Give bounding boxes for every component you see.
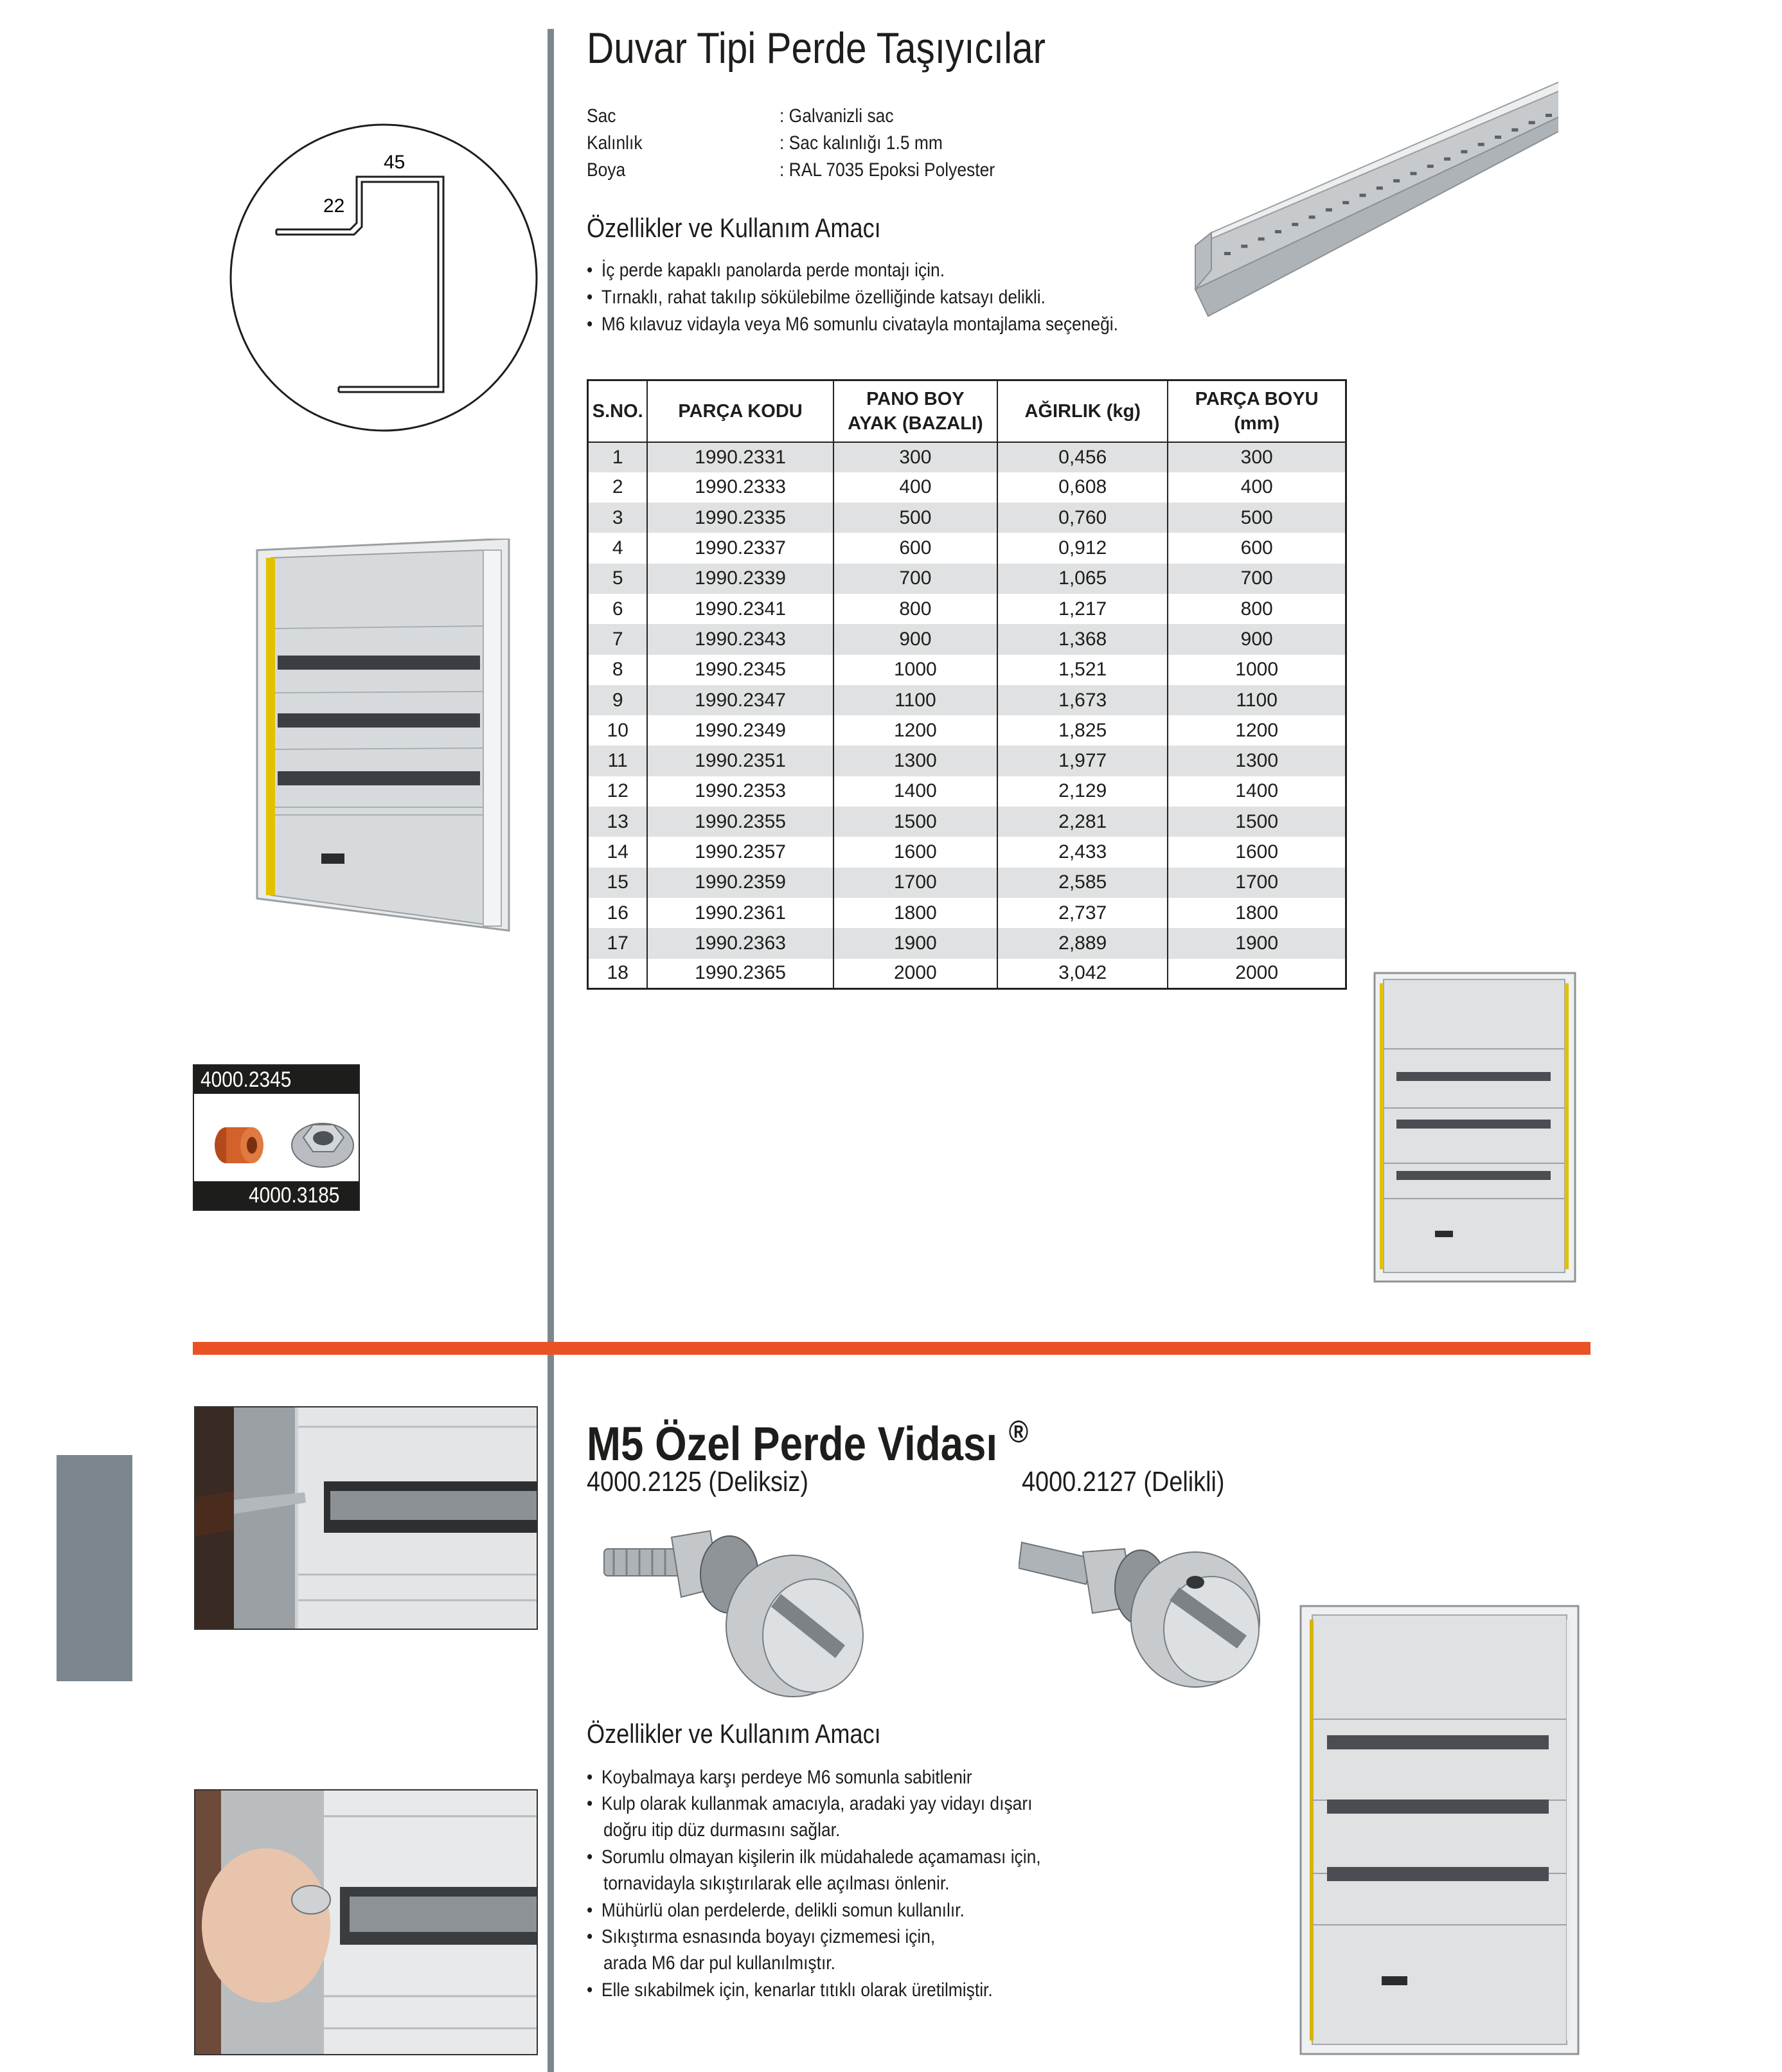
list-item-text: Kulp olarak kullanmak amacıyla, aradaki yay vidayı dışarı [601, 1793, 1033, 1814]
col-header [1168, 380, 1346, 442]
list-item-text: arada M6 dar pul kullanılmıştır. [603, 1952, 835, 1974]
feature-list [587, 257, 1204, 341]
profile-section-diagram [228, 122, 540, 434]
table-cell: 1990.2331 [647, 442, 833, 472]
list-item-text: Koybalmaya karşı perdeye M6 somunla sabitlenir [601, 1767, 972, 1788]
col-header-text: AĞIRLIK (kg) [1024, 400, 1141, 422]
spec-value: : RAL 7035 Epoksi Polyester [780, 159, 995, 181]
rail-hole [1511, 129, 1518, 132]
table-cell: 1990.2365 [647, 959, 833, 989]
product-table [587, 379, 1347, 990]
list-item-text: tornavidayla sıkıştırılarak elle açılması önlenir. [603, 1873, 950, 1894]
rail-hole [1529, 121, 1535, 124]
table-row [588, 564, 1346, 594]
table-cell: 800 [1168, 594, 1346, 624]
table-cell: 1990.2357 [647, 837, 833, 867]
table-cell: 1500 [833, 807, 997, 837]
table-cell: 1,673 [997, 685, 1168, 715]
table-cell: 6 [588, 594, 648, 624]
table-cell: 1400 [1168, 776, 1346, 807]
list-item-text: doğru itip düz durmasını sağlar. [603, 1819, 841, 1841]
table-cell: 7 [588, 624, 648, 654]
table-cell: 300 [1168, 442, 1346, 472]
table-cell: 1000 [1168, 655, 1346, 685]
rail-hole [1309, 215, 1315, 219]
accessory-code-top [194, 1066, 359, 1094]
list-item-text: Mühürlü olan perdelerde, delikli somun kullanılır. [601, 1900, 965, 1921]
table-cell: 1990.2343 [647, 624, 833, 654]
code-label: 4000.3185 [249, 1183, 340, 1208]
table-cell: 1300 [1168, 746, 1346, 776]
table-cell: 1200 [833, 715, 997, 746]
rail-hole [1377, 186, 1383, 190]
table-cell: 1100 [1168, 685, 1346, 715]
table-cell: 2 [588, 472, 648, 503]
table-cell: 9 [588, 685, 648, 715]
table-cell: 0,912 [997, 533, 1168, 563]
rail-hole [1292, 223, 1298, 226]
table-cell: 1990.2363 [647, 928, 833, 958]
table-cell: 2,129 [997, 776, 1168, 807]
table-cell: 0,456 [997, 442, 1168, 472]
table-cell: 1,521 [997, 655, 1168, 685]
rail-hole [1495, 136, 1501, 139]
list-item: • İç perde kapaklı panolarda perde montajı için. [587, 260, 945, 281]
table-cell: 1990.2353 [647, 776, 833, 807]
table-cell: 17 [588, 928, 648, 958]
table-cell: 300 [833, 442, 997, 472]
rail-hole [1410, 172, 1416, 175]
section1-title: Duvar Tipi Perde Taşıyıcılar [587, 24, 1046, 73]
list-item: • Tırnaklı, rahat takılıp sökülebilme özelliğinde katsayı delikli. [587, 287, 1046, 308]
dim-width-label: 45 [384, 152, 405, 173]
list-item: • Sıkıştırma esnasında boyayı çizmemesi için, [587, 1926, 936, 1947]
list-item: • Sorumlu olmayan kişilerin ilk müdahalede açamaması için, [587, 1846, 1041, 1868]
table-cell: 1 [588, 442, 648, 472]
list-item: • Kulp olarak kullanmak amacıyla, aradaki yay vidayı dışarı [587, 1793, 1033, 1814]
rail-hole [1478, 143, 1484, 146]
copper-insert-icon [200, 1107, 271, 1177]
col-header [588, 380, 648, 442]
usage-photo-hand [194, 1789, 538, 2055]
variant-left-label: 4000.2125 (Deliksiz) [587, 1466, 808, 1497]
section2-title [587, 1404, 1028, 1473]
table-cell: 8 [588, 655, 648, 685]
screw-icon [1019, 1523, 1269, 1710]
side-tab [57, 1455, 132, 1681]
spec-key: Sac [587, 105, 616, 127]
table-row [588, 594, 1346, 624]
table-cell: 3 [588, 503, 648, 533]
usage-photo-screwdriver [194, 1406, 538, 1630]
rail-hole [1427, 165, 1434, 168]
list-item: • Elle sıkabilmek için, kenarlar tıtıklı olarak üretilmiştir. [587, 1979, 993, 2001]
table-cell: 1990.2351 [647, 746, 833, 776]
table-row [588, 442, 1346, 472]
rail-hole [1342, 201, 1349, 204]
table-cell: 1800 [1168, 898, 1346, 928]
table-row [588, 503, 1346, 533]
vertical-divider [548, 29, 554, 2072]
table-cell: 3,042 [997, 959, 1168, 989]
col-header-text: (mm) [1234, 413, 1280, 434]
table-cell: 15 [588, 868, 648, 898]
table-cell: 1990.2347 [647, 685, 833, 715]
variant-right-label: 4000.2127 (Delikli) [1022, 1466, 1225, 1497]
rail-hole [1444, 157, 1450, 161]
col-header-text: PARÇA KODU [678, 400, 803, 422]
table-cell: 1990.2339 [647, 564, 833, 594]
table-cell: 12 [588, 776, 648, 807]
table-cell: 500 [833, 503, 997, 533]
table-cell: 1990.2349 [647, 715, 833, 746]
table-cell: 2,889 [997, 928, 1168, 958]
col-header-text: AYAK (BAZALI) [848, 413, 983, 434]
col-header [833, 380, 997, 442]
rail-hole [1360, 193, 1366, 197]
table-cell: 1100 [833, 685, 997, 715]
cabinet-icon [1372, 970, 1578, 1285]
spec-value: : Galvanizli sac [780, 105, 894, 127]
cabinet-icon [252, 539, 515, 937]
table-row [588, 868, 1346, 898]
col-header-text: S.NO. [592, 400, 643, 422]
table-cell: 0,760 [997, 503, 1168, 533]
table-cell: 1600 [833, 837, 997, 867]
table-cell: 1300 [833, 746, 997, 776]
table-cell: 400 [833, 472, 997, 503]
screw-icon [601, 1523, 884, 1710]
table-cell: 1900 [1168, 928, 1346, 958]
spec-key: Boya [587, 159, 626, 181]
rail-hole [1275, 230, 1281, 233]
table-header-row [588, 380, 1346, 442]
table-cell: 1990.2355 [647, 807, 833, 837]
table-cell: 1990.2361 [647, 898, 833, 928]
list-item: • Mühürlü olan perdelerde, delikli somun kullanılır. [587, 1900, 965, 1921]
rail-hole [1393, 179, 1400, 183]
feature-list-2 [587, 1764, 1165, 2008]
accessory-code-bottom [194, 1181, 359, 1210]
col-header-text: PARÇA BOYU [1195, 388, 1319, 409]
list-item: • Koybalmaya karşı perdeye M6 somunla sabitlenir [587, 1767, 972, 1788]
rail-hole [1461, 150, 1467, 154]
table-cell: 1990.2341 [647, 594, 833, 624]
table-cell: 1990.2337 [647, 533, 833, 563]
table-row [588, 685, 1346, 715]
table-cell: 800 [833, 594, 997, 624]
list-item-text: Tırnaklı, rahat takılıp sökülebilme özelliğinde katsayı delikli. [601, 287, 1046, 308]
list-item-text: İç perde kapaklı panolarda perde montajı için. [601, 260, 945, 281]
table-cell: 0,608 [997, 472, 1168, 503]
table-cell: 500 [1168, 503, 1346, 533]
table-cell: 1900 [833, 928, 997, 958]
table-cell: 1990.2335 [647, 503, 833, 533]
table-cell: 10 [588, 715, 648, 746]
table-cell: 1,217 [997, 594, 1168, 624]
table-cell: 11 [588, 746, 648, 776]
table-cell: 1000 [833, 655, 997, 685]
table-row [588, 472, 1346, 503]
table-row [588, 837, 1346, 867]
section2-title-text: M5 Özel Perde Vidası [587, 1417, 998, 1470]
table-cell: 600 [833, 533, 997, 563]
rail-hole [1224, 252, 1231, 255]
table-cell: 1500 [1168, 807, 1346, 837]
table-row [588, 624, 1346, 654]
table-cell: 2000 [833, 959, 997, 989]
col-header-text: PANO BOY [866, 388, 965, 409]
table-cell: 1990.2333 [647, 472, 833, 503]
table-cell: 4 [588, 533, 648, 563]
spec-value: : Sac kalınlığı 1.5 mm [780, 132, 943, 154]
table-row [588, 807, 1346, 837]
list-item-text: Sıkıştırma esnasında boyayı çizmemesi için, [601, 1926, 936, 1947]
table-cell: 1700 [1168, 868, 1346, 898]
col-header [997, 380, 1168, 442]
table-cell: 900 [833, 624, 997, 654]
table-cell: 1,977 [997, 746, 1168, 776]
table-row [588, 959, 1346, 989]
table-cell: 1990.2359 [647, 868, 833, 898]
table-cell: 700 [1168, 564, 1346, 594]
table-cell: 1,368 [997, 624, 1168, 654]
table-row [588, 715, 1346, 746]
table-cell: 700 [833, 564, 997, 594]
table-cell: 2,433 [997, 837, 1168, 867]
table-row [588, 655, 1346, 685]
features-title-2: Özellikler ve Kullanım Amacı [587, 1719, 881, 1749]
wall-rail-icon [1186, 77, 1558, 328]
table-cell: 18 [588, 959, 648, 989]
table-cell: 1800 [833, 898, 997, 928]
table-row [588, 533, 1346, 563]
table-cell: 13 [588, 807, 648, 837]
code-label: 4000.2345 [200, 1067, 292, 1092]
table-cell: 1400 [833, 776, 997, 807]
table-row [588, 898, 1346, 928]
section-divider [193, 1342, 1590, 1355]
table-row [588, 746, 1346, 776]
flange-nut-icon [287, 1105, 358, 1176]
table-cell: 1,825 [997, 715, 1168, 746]
table-cell: 2,737 [997, 898, 1168, 928]
spec-list [587, 103, 1101, 186]
list-item-text: Elle sıkabilmek için, kenarlar tıtıklı olarak üretilmiştir. [601, 1979, 993, 2001]
table-cell: 16 [588, 898, 648, 928]
list-item: • M6 kılavuz vidayla veya M6 somunlu civatayla montajlama seçeneği. [587, 314, 1118, 335]
table-cell: 400 [1168, 472, 1346, 503]
screwdriver-photo-icon [195, 1407, 538, 1630]
table-cell: 1990.2345 [647, 655, 833, 685]
list-item-text: M6 kılavuz vidayla veya M6 somunlu civatayla montajlama seçeneği. [601, 314, 1118, 335]
accessory-box [193, 1064, 360, 1211]
table-cell: 1200 [1168, 715, 1346, 746]
dim-depth-label: 22 [323, 195, 345, 217]
table-cell: 2,281 [997, 807, 1168, 837]
table-cell: 2000 [1168, 959, 1346, 989]
table-cell: 5 [588, 564, 648, 594]
table-cell: 1600 [1168, 837, 1346, 867]
table-cell: 2,585 [997, 868, 1168, 898]
table-cell: 1,065 [997, 564, 1168, 594]
registered-mark: ® [1008, 1415, 1029, 1449]
table-cell: 600 [1168, 533, 1346, 563]
cabinet-icon [1298, 1603, 1581, 2057]
rail-hole [1326, 208, 1332, 211]
features-title: Özellikler ve Kullanım Amacı [587, 213, 881, 243]
table-row [588, 928, 1346, 958]
rail-hole [1546, 114, 1552, 117]
rail-hole [1258, 237, 1265, 240]
col-header [647, 380, 833, 442]
table-cell: 14 [588, 837, 648, 867]
hand-photo-icon [195, 1791, 538, 2055]
list-item-text: Sorumlu olmayan kişilerin ilk müdahalede açamaması için, [601, 1846, 1041, 1868]
rail-hole [1241, 245, 1247, 248]
table-cell: 1700 [833, 868, 997, 898]
table-row [588, 776, 1346, 807]
spec-key: Kalınlık [587, 132, 643, 154]
table-cell: 900 [1168, 624, 1346, 654]
